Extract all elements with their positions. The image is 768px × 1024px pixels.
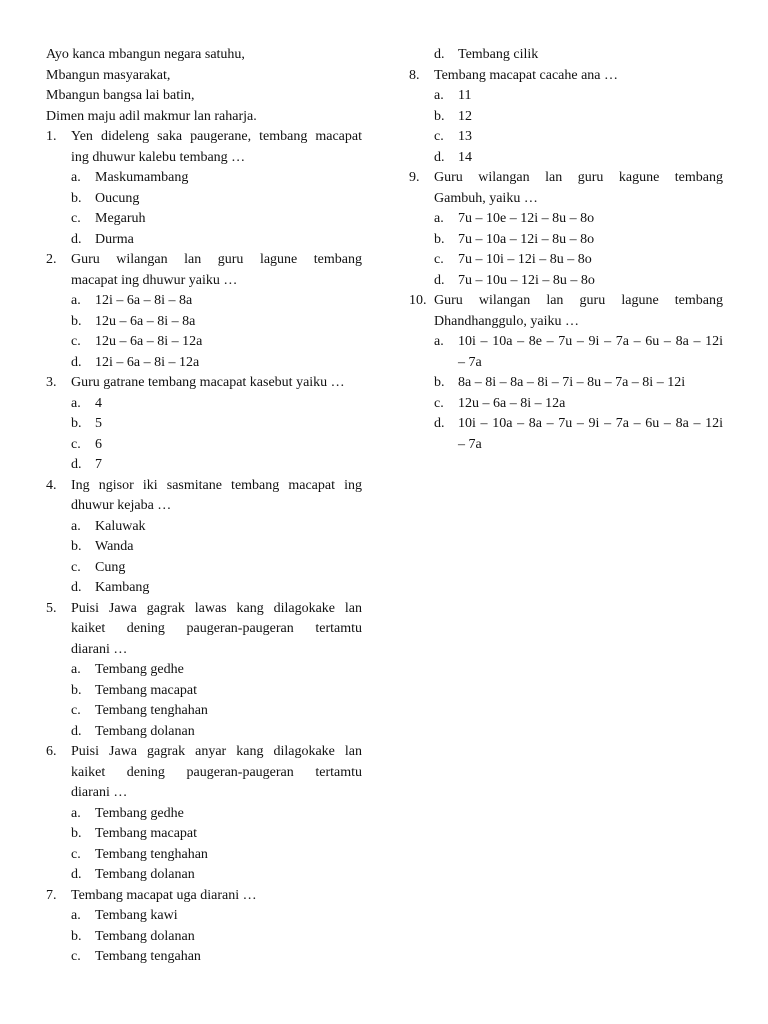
option-letter: c. xyxy=(71,949,81,964)
question-text: Puisi Jawa gagrak lawas kang dilagokake lan xyxy=(71,600,362,616)
question-text: Puisi Jawa gagrak anyar kang dilagokake lan xyxy=(71,744,362,759)
question-text: Tembang macapat cacahe ana … xyxy=(434,67,619,83)
option-letter: c. xyxy=(434,252,444,267)
option-text: Tembang kawi xyxy=(95,908,178,923)
option-text: 10i – 10a – 8e – 7u – 9i – 7a – 6u – 8a – 12i xyxy=(458,334,723,349)
question-text: Guru wilangan lan guru kagune tembang xyxy=(434,170,723,185)
question-8 xyxy=(409,66,723,87)
option-text: 14 xyxy=(458,149,472,165)
option-text: 11 xyxy=(458,88,472,103)
option-text: Maskumambang xyxy=(95,170,189,185)
option-letter: b. xyxy=(434,231,445,247)
question-text: Guru wilangan lan guru lagune tembang xyxy=(71,252,362,267)
option-text: Wanda xyxy=(95,539,134,554)
option-text: Megaruh xyxy=(95,211,146,226)
option-text: Tembang cilik xyxy=(458,47,539,62)
question-number: 4. xyxy=(46,477,57,493)
option-text-continued: – 7a xyxy=(458,354,482,370)
option-text: Tembang gedhe xyxy=(95,805,184,821)
option-item[interactable] xyxy=(409,127,723,148)
option-text: Cung xyxy=(95,559,126,575)
option-text: 12u – 6a – 8i – 12a xyxy=(458,395,566,411)
intro-line: Ayo kanca mbangun negara satuhu, xyxy=(46,47,245,62)
option-letter: a. xyxy=(434,211,444,226)
option-text: Kaluwak xyxy=(95,518,146,534)
option-item[interactable] xyxy=(46,906,362,927)
option-letter: c. xyxy=(71,211,81,226)
option-letter: a. xyxy=(434,88,444,103)
option-letter: b. xyxy=(71,826,82,841)
option-text: Tembang dolanan xyxy=(95,723,195,739)
option-text: Tembang macapat xyxy=(95,826,198,841)
question-number: 7. xyxy=(46,887,57,903)
option-item[interactable] xyxy=(409,394,723,415)
option-letter: c. xyxy=(71,846,81,862)
question-2 xyxy=(46,250,362,271)
option-item[interactable] xyxy=(46,681,362,702)
option-text: 12u – 6a – 8i – 8a xyxy=(95,313,196,329)
option-letter: d. xyxy=(71,867,82,882)
option-text: 7u – 10a – 12i – 8u – 8o xyxy=(458,231,595,247)
option-item[interactable] xyxy=(46,353,362,374)
option-item[interactable] xyxy=(46,455,362,476)
option-letter: b. xyxy=(71,928,82,944)
option-letter: a. xyxy=(434,334,444,349)
question-number: 6. xyxy=(46,744,57,759)
option-text: 13 xyxy=(458,129,472,144)
option-item[interactable] xyxy=(46,660,362,681)
option-letter: b. xyxy=(434,375,445,390)
option-item[interactable] xyxy=(46,927,362,948)
option-text: Oucung xyxy=(95,190,140,206)
option-letter: b. xyxy=(71,539,82,554)
question-4 xyxy=(46,476,362,497)
option-text: 10i – 10a – 8a – 7u – 9i – 7a – 6u – 8a – 12i xyxy=(458,416,723,431)
option-letter: d. xyxy=(434,272,445,288)
question-number: 9. xyxy=(409,170,420,185)
option-item[interactable] xyxy=(409,271,723,292)
option-item[interactable] xyxy=(409,332,723,353)
option-item[interactable] xyxy=(409,148,723,169)
question-text: Yen dideleng saka paugerane, tembang macapat xyxy=(71,129,362,144)
option-item[interactable] xyxy=(46,701,362,722)
option-item[interactable] xyxy=(46,865,362,886)
option-item[interactable] xyxy=(409,250,723,271)
question-5 xyxy=(46,599,362,620)
option-item[interactable] xyxy=(46,947,362,968)
option-item[interactable] xyxy=(409,414,723,435)
option-text: Tembang dolanan xyxy=(95,867,195,882)
option-letter: d. xyxy=(71,231,82,247)
option-item[interactable] xyxy=(46,189,362,210)
option-item[interactable] xyxy=(46,722,362,743)
option-letter: a. xyxy=(71,170,81,185)
left-column xyxy=(46,45,362,968)
option-text: Tembang macapat xyxy=(95,682,198,698)
question-text: ing dhuwur kalebu tembang … xyxy=(71,149,246,165)
question-number: 2. xyxy=(46,252,57,267)
question-9 xyxy=(409,168,723,189)
option-text: Tembang tenghahan xyxy=(95,846,208,862)
question-number: 1. xyxy=(46,129,57,144)
question-7 xyxy=(46,886,362,907)
option-letter: a. xyxy=(71,395,81,411)
intro-line: Mbangun masyarakat, xyxy=(46,67,171,83)
option-item[interactable] xyxy=(409,86,723,107)
option-letter: d. xyxy=(434,47,445,62)
option-item[interactable] xyxy=(46,332,362,353)
option-letter: c. xyxy=(71,703,81,718)
question-number: 3. xyxy=(46,375,57,390)
option-item[interactable] xyxy=(46,824,362,845)
option-text: Durma xyxy=(95,231,134,247)
option-text: 12u – 6a – 8i – 12a xyxy=(95,334,203,349)
option-item[interactable] xyxy=(409,209,723,230)
option-letter: b. xyxy=(71,416,82,431)
option-item[interactable] xyxy=(46,168,362,189)
option-item[interactable] xyxy=(46,435,362,456)
option-text: Tembang tenghahan xyxy=(95,703,208,718)
option-letter: a. xyxy=(71,518,81,534)
question-text: Tembang macapat uga diarani … xyxy=(71,887,257,903)
option-item[interactable] xyxy=(409,373,723,394)
option-text: Tembang dolanan xyxy=(95,928,195,944)
question-text: macapat ing dhuwur yaiku … xyxy=(71,272,238,288)
question-text: diarani … xyxy=(71,641,128,657)
option-letter: a. xyxy=(71,293,81,308)
option-letter: d. xyxy=(71,354,82,370)
option-letter: a. xyxy=(71,662,81,677)
option-text: 7u – 10e – 12i – 8u – 8o xyxy=(458,211,595,226)
option-letter: d. xyxy=(434,149,445,165)
option-letter: a. xyxy=(71,908,81,923)
option-letter: c. xyxy=(434,395,444,411)
question-3 xyxy=(46,373,362,394)
option-item[interactable] xyxy=(46,230,362,251)
option-text: 5 xyxy=(95,416,102,431)
option-item[interactable] xyxy=(409,107,723,128)
question-text: Guru wilangan lan guru lagune tembang xyxy=(434,293,723,308)
option-item[interactable] xyxy=(46,537,362,558)
question-number: 5. xyxy=(46,600,57,616)
option-item[interactable] xyxy=(46,845,362,866)
option-item[interactable] xyxy=(46,558,362,579)
intro-line: Dimen maju adil makmur lan raharja. xyxy=(46,108,257,124)
option-letter: c. xyxy=(71,559,81,575)
question-number: 10. xyxy=(409,293,427,308)
question-text: diarani … xyxy=(71,785,128,800)
option-letter: c. xyxy=(71,334,81,349)
option-item[interactable] xyxy=(46,578,362,599)
question-text: kaiket dening paugeran-paugeran tertamtu xyxy=(71,621,362,636)
question-text: Dhandhanggulo, yaiku … xyxy=(434,313,580,329)
option-text: 8a – 8i – 8a – 8i – 7i – 8u – 7a – 8i – 12i xyxy=(458,375,686,390)
question-10 xyxy=(409,291,723,312)
option-text: Tembang gedhe xyxy=(95,662,184,677)
option-item[interactable] xyxy=(46,414,362,435)
option-letter: d. xyxy=(434,416,445,431)
option-item[interactable] xyxy=(409,230,723,251)
question-text: dhuwur kejaba … xyxy=(71,498,172,513)
option-text: 4 xyxy=(95,395,102,411)
option-letter: d. xyxy=(71,723,82,739)
option-text: 12 xyxy=(458,108,472,124)
option-text: 7u – 10i – 12i – 8u – 8o xyxy=(458,252,592,267)
option-item[interactable] xyxy=(46,291,362,312)
option-item[interactable] xyxy=(46,804,362,825)
option-text: 12i – 6a – 8i – 8a xyxy=(95,293,193,308)
question-1 xyxy=(46,127,362,148)
option-letter: c. xyxy=(71,436,81,452)
right-column xyxy=(409,45,723,455)
option-text-continued: – 7a xyxy=(458,436,482,452)
option-text: 6 xyxy=(95,436,102,452)
question-text: Ing ngisor iki sasmitane tembang macapat ing xyxy=(71,477,362,493)
option-letter: c. xyxy=(434,129,444,144)
question-number: 8. xyxy=(409,67,420,83)
option-text: Kambang xyxy=(95,580,150,595)
option-letter: b. xyxy=(71,313,82,329)
question-text: Guru gatrane tembang macapat kasebut yaiku … xyxy=(71,375,345,390)
option-letter: b. xyxy=(434,108,445,124)
option-item[interactable] xyxy=(409,45,723,66)
option-letter: b. xyxy=(71,682,82,698)
intro-line: Mbangun bangsa lai batin, xyxy=(46,88,195,103)
option-letter: b. xyxy=(71,190,82,206)
option-text: 7u – 10u – 12i – 8u – 8o xyxy=(458,272,595,288)
option-letter: d. xyxy=(71,580,82,595)
option-letter: d. xyxy=(71,457,82,472)
option-item[interactable] xyxy=(46,517,362,538)
question-text: Gambuh, yaiku … xyxy=(434,190,538,206)
option-item[interactable] xyxy=(46,312,362,333)
option-letter: a. xyxy=(71,805,81,821)
option-text: Tembang tengahan xyxy=(95,949,201,964)
option-item[interactable] xyxy=(46,209,362,230)
question-6 xyxy=(46,742,362,763)
option-item[interactable] xyxy=(46,394,362,415)
option-text: 12i – 6a – 8i – 12a xyxy=(95,354,200,370)
option-text: 7 xyxy=(95,457,102,472)
question-text: kaiket dening paugeran-paugeran tertamtu xyxy=(71,764,362,780)
